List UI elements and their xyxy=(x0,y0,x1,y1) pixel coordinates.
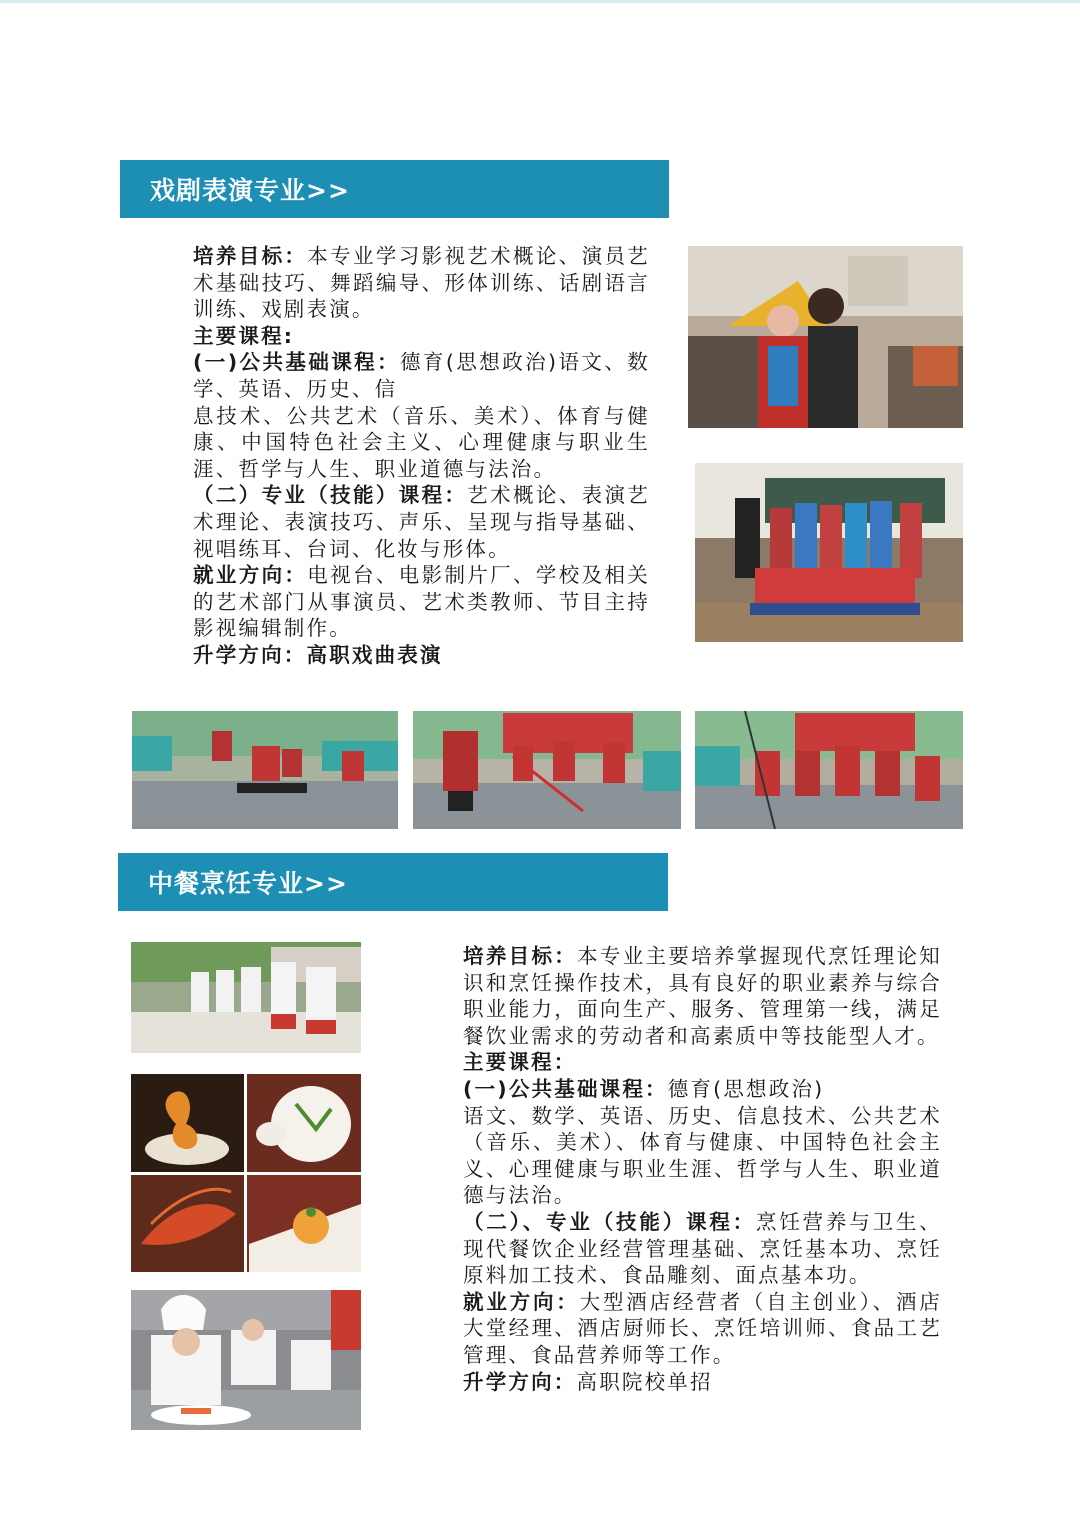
employment-paragraph xyxy=(140,562,650,642)
photo-food-carving-collage xyxy=(131,1074,361,1272)
public-courses-text: 德育(思想政治)语文、数学、英语、历史、信 xyxy=(193,350,650,401)
top-border-line xyxy=(0,0,1080,3)
further-study-paragraph xyxy=(140,642,650,669)
further-study-text: 高职戏曲表演 xyxy=(306,642,443,667)
photo-dance-training-2 xyxy=(413,711,681,829)
section-banner-cooking xyxy=(118,853,668,911)
further-study-text: 高职院校单招 xyxy=(576,1369,713,1394)
skill-courses-paragraph xyxy=(410,1209,942,1289)
goal-paragraph xyxy=(410,943,942,1049)
skill-courses-text: 烹饪营养与卫生、现代餐饮企业经营管理基础、烹饪基本功、烹饪原料加工技术、食品雕刻、面点基本功。 xyxy=(463,1209,942,1288)
skill-courses-text: 艺术概论、表演艺术理论、表演技巧、声乐、呈现与指导基础、视唱练耳、台词、化妆与形体。 xyxy=(193,483,650,561)
courses-heading: 主要课程： xyxy=(463,1050,577,1075)
photo-costume-group xyxy=(695,463,963,642)
skill-courses-label: （二）专业（技能）课程： xyxy=(193,483,468,508)
public-courses-text: 德育(思想政治) xyxy=(667,1076,825,1101)
public-courses-label: (一)公共基础课程： xyxy=(463,1076,668,1101)
goal-label: 培养目标： xyxy=(193,244,308,268)
photo-chefs-plating xyxy=(131,1290,361,1430)
further-study-paragraph xyxy=(410,1369,942,1396)
skill-courses-paragraph xyxy=(140,482,650,562)
goal-text: 本专业学习影视艺术概论、演员艺术基础技巧、舞蹈编导、形体训练、话剧语言训练、戏剧表演。 xyxy=(193,244,651,322)
further-study-label: 升学方向： xyxy=(463,1369,577,1394)
cooking-description xyxy=(410,943,942,1395)
employment-text: 大型酒店经营者（自主创业）、酒店大堂经理、酒店厨师长、烹饪培训师、食品工艺管理、食品营养师等工作。 xyxy=(463,1289,942,1367)
public-courses-paragraph xyxy=(410,1076,942,1103)
employment-label: 就业方向： xyxy=(463,1289,580,1314)
photo-chefs-outdoor xyxy=(131,942,361,1053)
public-courses-continued: 语文、数学、英语、历史、信息技术、公共艺术（音乐、美术）、体育与健康、中国特色社会主义、心理健康与职业生涯、哲学与人生、职业道德与法治。 xyxy=(463,1103,942,1208)
section-banner-drama xyxy=(120,160,669,218)
public-courses-continued: 息技术、公共艺术（音乐、美术）、体育与健康、中国特色社会主义、心理健康与职业生涯、哲学与人生、职业道德与法治。 xyxy=(193,403,650,481)
public-courses-paragraph xyxy=(140,349,650,402)
employment-label: 就业方向： xyxy=(193,563,308,588)
drama-description xyxy=(140,243,650,669)
goal-paragraph xyxy=(140,243,650,323)
further-study-label: 升学方向： xyxy=(193,642,307,667)
photo-dance-training-1 xyxy=(132,711,398,829)
goal-label: 培养目标： xyxy=(463,944,578,968)
employment-text: 电视台、电影制片厂、学校及相关的艺术部门从事演员、艺术类教师、节目主持影视编辑制作。 xyxy=(193,563,651,641)
banner-title: 戏剧表演专业>> xyxy=(150,176,350,205)
employment-paragraph xyxy=(410,1289,942,1369)
photo-dance-training-3 xyxy=(695,711,963,829)
photo-opera-backstage xyxy=(688,246,963,428)
courses-heading: 主要课程: xyxy=(193,323,295,348)
goal-text: 本专业主要培养掌握现代烹饪理论知识和烹饪操作技术，具有良好的职业素养与综合职业能力，面向生产、服务、管理第一线，满足餐饮业需求的劳动者和高素质中等技能型人才。 xyxy=(463,944,942,1048)
banner-title: 中餐烹饪专业>> xyxy=(148,869,348,898)
public-courses-label: (一)公共基础课程： xyxy=(193,350,401,375)
skill-courses-label: （二）、专业（技能）课程： xyxy=(463,1209,756,1234)
